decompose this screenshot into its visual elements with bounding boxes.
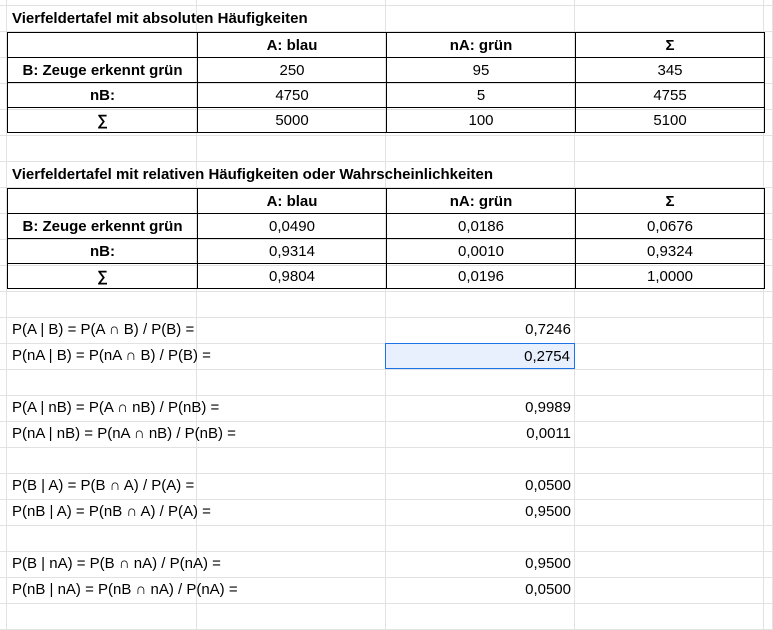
grid-cell[interactable] [0, 214, 7, 240]
grid-cell[interactable] [764, 162, 773, 188]
formula-value[interactable]: 0,7246 [525, 321, 571, 338]
column-header-sum[interactable]: Σ [576, 33, 765, 58]
section-title-relative: Vierfeldertafel mit relativen Häufigkeiten oder Wahrscheinlichkeiten [12, 166, 493, 183]
grid-cell[interactable] [0, 474, 7, 500]
grid-cell[interactable] [764, 422, 773, 448]
grid-cell[interactable] [197, 474, 386, 500]
grid-cell[interactable] [7, 370, 197, 396]
grid-cell[interactable] [197, 344, 386, 370]
cell[interactable]: 250 [198, 58, 387, 83]
cell[interactable]: 0,0010 [387, 239, 576, 264]
row-header[interactable]: B: Zeuge erkennt grün [8, 58, 198, 83]
table-row [8, 264, 765, 289]
formula-label[interactable]: P(nA | B) = P(nA ∩ B) / P(B) = [12, 347, 211, 364]
table-header-row [8, 33, 765, 58]
grid-cell[interactable] [197, 526, 386, 552]
cell[interactable] [8, 33, 198, 58]
cell[interactable]: 1,0000 [576, 264, 765, 289]
grid-cell[interactable] [764, 344, 773, 370]
grid-cell[interactable] [0, 58, 7, 84]
grid-cell[interactable] [0, 292, 7, 318]
cell[interactable]: 5100 [576, 108, 765, 133]
grid-cell[interactable] [0, 266, 7, 292]
grid-cell[interactable] [764, 110, 773, 136]
column-header-a-blau[interactable]: A: blau [198, 33, 387, 58]
formula-value[interactable]: 0,9989 [525, 399, 571, 416]
grid-cell[interactable] [575, 318, 764, 344]
grid-cell[interactable] [197, 500, 386, 526]
grid-cell[interactable] [386, 370, 575, 396]
grid-cell[interactable] [575, 526, 764, 552]
cell[interactable]: 5000 [198, 108, 387, 133]
table-row [8, 214, 765, 239]
grid-cell[interactable] [197, 136, 386, 162]
grid-cell[interactable] [386, 292, 575, 318]
formula-label[interactable]: P(A | B) = P(A ∩ B) / P(B) = [12, 321, 195, 338]
grid-cell[interactable] [764, 240, 773, 266]
row-header[interactable]: nB: [8, 83, 198, 108]
grid-cell[interactable] [575, 552, 764, 578]
grid-cell[interactable] [764, 370, 773, 396]
cell[interactable]: 100 [387, 108, 576, 133]
grid-cell[interactable] [575, 448, 764, 474]
grid-cell[interactable] [575, 604, 764, 630]
grid-cell[interactable] [0, 396, 7, 422]
cell[interactable]: 345 [576, 58, 765, 83]
grid-cell[interactable] [764, 136, 773, 162]
column-header-a-blau[interactable]: A: blau [198, 189, 387, 214]
grid-cell[interactable] [764, 292, 773, 318]
grid-cell[interactable] [197, 318, 386, 344]
grid-cell[interactable] [0, 32, 7, 58]
grid-cell[interactable] [764, 578, 773, 604]
formula-value[interactable]: 0,9500 [525, 555, 571, 572]
grid-cell[interactable] [0, 604, 7, 630]
grid-cell[interactable] [0, 370, 7, 396]
cell[interactable]: 0,9804 [198, 264, 387, 289]
column-header-na-gruen[interactable]: nA: grün [387, 33, 576, 58]
grid-cell[interactable] [7, 292, 197, 318]
grid-cell[interactable] [0, 6, 7, 32]
formula-label[interactable]: P(nB | A) = P(nB ∩ A) / P(A) = [12, 503, 211, 520]
grid-cell[interactable] [575, 162, 764, 188]
cell[interactable]: 0,0186 [387, 214, 576, 239]
grid-cell[interactable] [197, 292, 386, 318]
grid-cell[interactable] [575, 578, 764, 604]
formula-label[interactable]: P(nB | nA) = P(nB ∩ nA) / P(nA) = [12, 581, 238, 598]
cell[interactable]: 0,0196 [387, 264, 576, 289]
grid-cell[interactable] [575, 500, 764, 526]
cell[interactable]: 0,9314 [198, 239, 387, 264]
grid-cell[interactable] [764, 526, 773, 552]
row-header[interactable]: ∑ [8, 108, 198, 133]
grid-cell[interactable] [764, 32, 773, 58]
grid-cell[interactable] [197, 396, 386, 422]
formula-value[interactable]: 0,0500 [525, 581, 571, 598]
cell[interactable]: 0,0676 [576, 214, 765, 239]
section-title-absolute: Vierfeldertafel mit absoluten Häufigkeiten [12, 10, 308, 27]
grid-cell[interactable] [0, 578, 7, 604]
grid-cell[interactable] [197, 552, 386, 578]
grid-cell[interactable] [197, 448, 386, 474]
cell[interactable]: 4750 [198, 83, 387, 108]
grid-cell[interactable] [7, 136, 197, 162]
grid-cell[interactable] [0, 162, 7, 188]
grid-cell[interactable] [386, 604, 575, 630]
formula-label[interactable]: P(A | nB) = P(A ∩ nB) / P(nB) = [12, 399, 220, 416]
grid-cell[interactable] [7, 526, 197, 552]
grid-cell[interactable] [0, 110, 7, 136]
table-row [8, 239, 765, 264]
cell[interactable]: 5 [387, 83, 576, 108]
grid-cell[interactable] [386, 6, 575, 32]
grid-cell[interactable] [0, 136, 7, 162]
formula-value[interactable]: 0,0011 [526, 425, 571, 442]
grid-cell[interactable] [0, 318, 7, 344]
table-row [8, 83, 765, 108]
grid-cell[interactable] [575, 396, 764, 422]
table-row [8, 58, 765, 83]
grid-cell[interactable] [0, 240, 7, 266]
grid-cell[interactable] [0, 500, 7, 526]
grid-cell[interactable] [764, 448, 773, 474]
grid-cell[interactable] [0, 552, 7, 578]
cell[interactable]: 0,9324 [576, 239, 765, 264]
grid-cell[interactable] [7, 604, 197, 630]
cell[interactable]: 4755 [576, 83, 765, 108]
row-header[interactable]: ∑ [8, 264, 198, 289]
grid-cell[interactable] [575, 370, 764, 396]
column-header-sum[interactable]: Σ [576, 189, 765, 214]
grid-cell[interactable] [386, 448, 575, 474]
grid-cell[interactable] [575, 6, 764, 32]
grid-cell[interactable] [197, 604, 386, 630]
formula-value[interactable]: 0,0500 [525, 477, 571, 494]
column-header-na-gruen[interactable]: nA: grün [387, 189, 576, 214]
grid-cell[interactable] [764, 214, 773, 240]
grid-cell[interactable] [764, 396, 773, 422]
grid-cell[interactable] [764, 188, 773, 214]
table-row [8, 108, 765, 133]
grid-cell[interactable] [764, 84, 773, 110]
grid-cell[interactable] [0, 188, 7, 214]
cell[interactable]: 0,0490 [198, 214, 387, 239]
grid-cell[interactable] [764, 266, 773, 292]
formula-label[interactable]: P(B | A) = P(B ∩ A) / P(A) = [12, 477, 195, 494]
table-relative [7, 188, 765, 289]
grid-cell[interactable] [0, 422, 7, 448]
cell[interactable] [8, 189, 198, 214]
grid-cell[interactable] [575, 422, 764, 448]
formula-label[interactable]: P(nA | nB) = P(nA ∩ nB) / P(nB) = [12, 425, 236, 442]
grid-cell[interactable] [197, 370, 386, 396]
grid-cell[interactable] [0, 448, 7, 474]
row-header[interactable]: nB: [8, 239, 198, 264]
table-header-row [8, 189, 765, 214]
grid-cell[interactable] [575, 474, 764, 500]
grid-cell[interactable] [764, 58, 773, 84]
cell[interactable]: 95 [387, 58, 576, 83]
grid-cell[interactable] [764, 500, 773, 526]
grid-cell[interactable] [764, 474, 773, 500]
formula-value[interactable]: 0,9500 [525, 503, 571, 520]
row-header[interactable]: B: Zeuge erkennt grün [8, 214, 198, 239]
grid-cell[interactable] [386, 136, 575, 162]
grid-cell[interactable] [575, 344, 764, 370]
grid-cell[interactable] [764, 604, 773, 630]
formula-label[interactable]: P(B | nA) = P(B ∩ nA) / P(nA) = [12, 555, 221, 572]
grid-cell[interactable] [764, 318, 773, 344]
formula-value-selected[interactable]: 0,2754 [385, 343, 575, 369]
grid-cell[interactable] [0, 526, 7, 552]
grid-cell[interactable] [386, 526, 575, 552]
grid-cell[interactable] [575, 136, 764, 162]
grid-cell[interactable] [764, 6, 773, 32]
grid-cell[interactable] [575, 292, 764, 318]
grid-cell[interactable] [764, 552, 773, 578]
table-absolute [7, 32, 765, 133]
grid-cell[interactable] [7, 448, 197, 474]
grid-cell[interactable] [0, 344, 7, 370]
grid-cell[interactable] [0, 84, 7, 110]
